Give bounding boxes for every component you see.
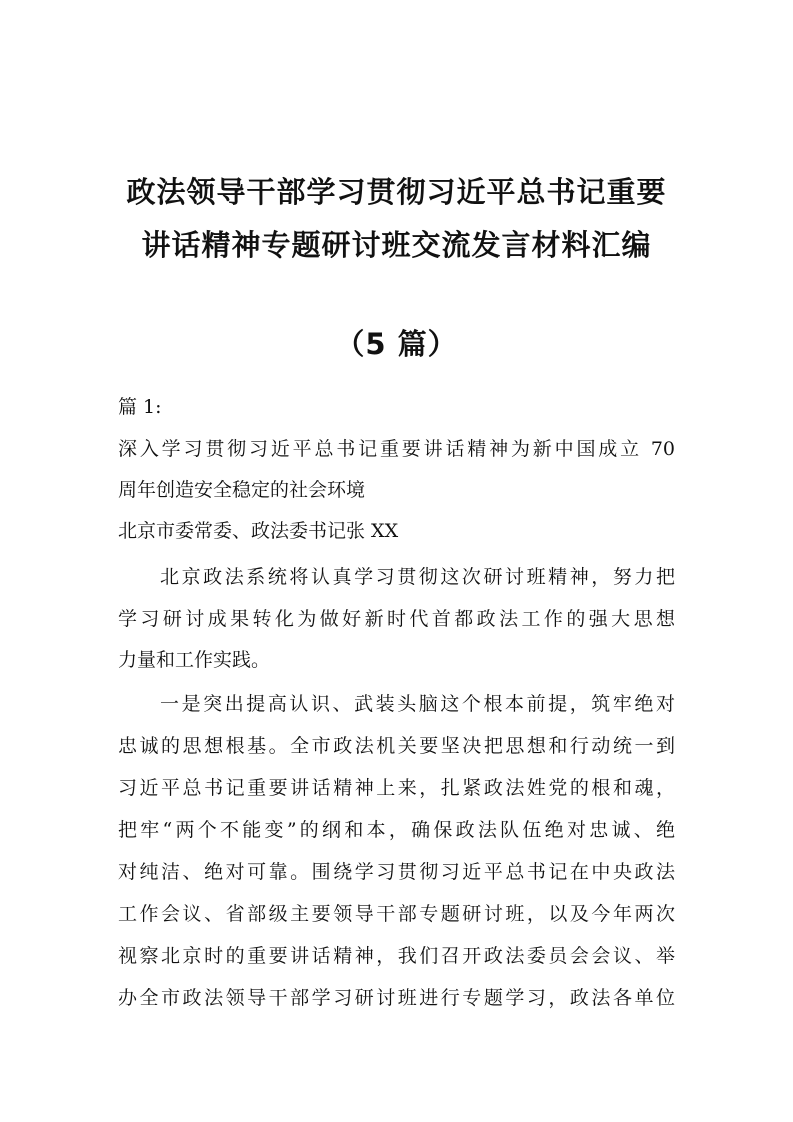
paragraph-2-line: 工作会议、省部级主要领导干部专题研讨班，以及今年两次 (118, 903, 675, 925)
article-title-line-2: 周年创造安全稳定的社会环境 (118, 479, 366, 501)
document-subtitle: （5 篇） (335, 327, 458, 361)
paragraph-2-line: 视察北京时的重要讲话精神，我们召开政法委员会会议、举 (118, 945, 675, 967)
paragraph-2-line: 忠诚的思想根基。全市政法机关要坚决把思想和行动统一到 (118, 735, 675, 757)
paragraph-1-line: 北京政法系统将认真学习贯彻这次研讨班精神，努力把 (160, 566, 675, 588)
paragraph-2-line: 习近平总书记重要讲话精神上来，扎紧政法姓党的根和魂， (118, 777, 675, 799)
paragraph-2-line: 对纯洁、绝对可靠。围绕学习贯彻习近平总书记在中央政法 (118, 861, 675, 883)
document-title-line-2: 讲话精神专题研讨班交流发言材料汇编 (141, 228, 652, 262)
paragraph-1-line: 学习研讨成果转化为做好新时代首都政法工作的强大思想 (118, 608, 675, 630)
section-label: 篇 1: (118, 396, 162, 418)
author-line: 北京市委常委、政法委书记张 XX (118, 520, 399, 542)
paragraph-1-line: 力量和工作实践。 (118, 649, 271, 671)
paragraph-2-line: 把牢“两个不能变”的纲和本，确保政法队伍绝对忠诚、绝 (118, 819, 675, 841)
document-title-line-1: 政法领导干部学习贯彻习近平总书记重要 (126, 175, 667, 209)
paragraph-2-line: 一是突出提高认识、武装头脑这个根本前提，筑牢绝对 (160, 693, 675, 715)
article-title-line-1: 深入学习贯彻习近平总书记重要讲话精神为新中国成立 70 (118, 438, 675, 460)
paragraph-2-line: 办全市政法领导干部学习研讨班进行专题学习，政法各单位 (118, 987, 675, 1009)
